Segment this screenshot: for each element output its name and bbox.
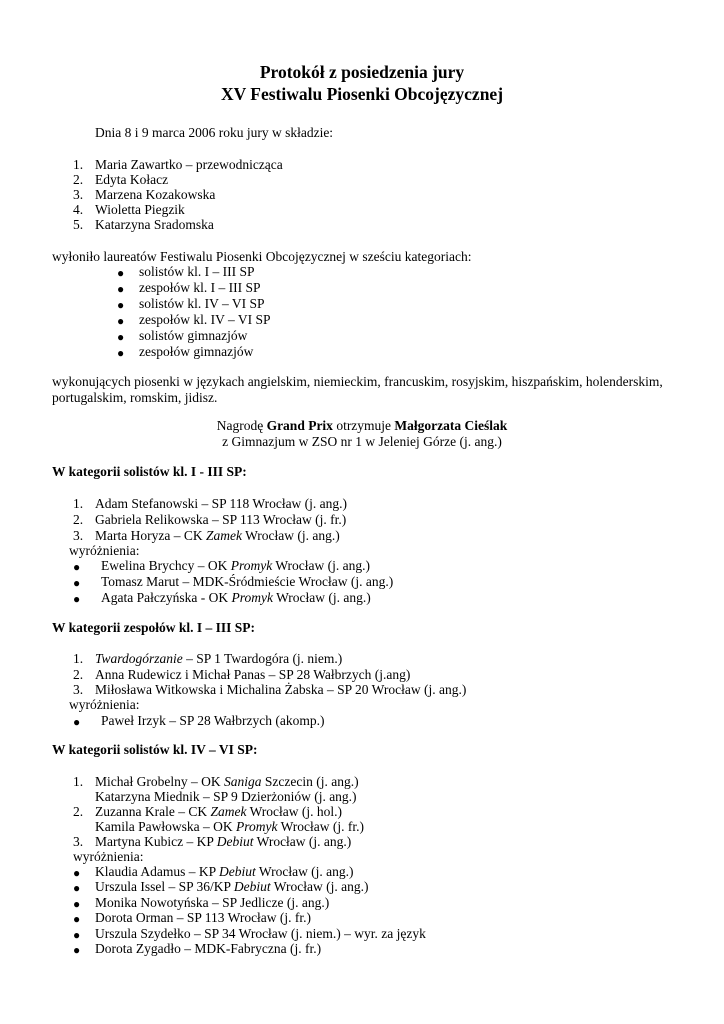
category-item: solistów gimnazjów (139, 328, 248, 343)
jury-member: Edyta Kołacz (95, 172, 169, 187)
distinction-entry (101, 558, 370, 574)
place-num: 2. (73, 667, 84, 682)
category-item: solistów kl. I – III SP (139, 264, 255, 279)
jury-num: 4. (73, 202, 84, 217)
entry-venue: Debiut (233, 879, 271, 894)
place-num: 2. (73, 512, 84, 527)
distinction-entry: Dorota Orman – SP 113 Wrocław (j. fr.) (95, 910, 312, 925)
bullet-icon: ● (73, 715, 81, 729)
distinction-entry (95, 864, 354, 880)
bullet-icon: ● (73, 943, 81, 957)
bullet-icon: ● (117, 330, 125, 344)
languages-line-2: portugalskim, romskim, jidisz. (52, 390, 218, 405)
title-line-1: Protokół z posiedzenia jury (259, 62, 465, 82)
entry-text: Wrocław (j. ang.) (270, 879, 369, 894)
grand-prix-line (0, 418, 724, 434)
jury-num: 5. (73, 217, 84, 232)
entry-text: Wrocław (j. fr.) (277, 819, 365, 834)
place-entry: Gabriela Relikowska – SP 113 Wrocław (j. fr.) (95, 512, 347, 527)
place-num: 3. (73, 834, 84, 849)
entry-text: – SP 1 Twardogóra (j. niem.) (182, 651, 343, 666)
bullet-icon: ● (117, 314, 125, 328)
place-entry: Adam Stefanowski – SP 118 Wrocław (j. ang.) (95, 496, 348, 511)
bullet-icon: ● (73, 928, 81, 942)
entry-text: Wrocław (j. ang.) (255, 864, 354, 879)
entry-text: Zuzanna Krale – CK (95, 804, 211, 819)
entry-text: Wrocław (j. ang.) (241, 528, 340, 543)
entry-venue: Zamek (210, 804, 247, 819)
bullet-icon: ● (73, 897, 81, 911)
entry-text: Klaudia Adamus – KP (95, 864, 219, 879)
distinction-entry: Paweł Irzyk – SP 28 Wałbrzych (akomp.) (101, 713, 325, 728)
entry-band: Twardogórzanie (95, 651, 183, 666)
category-2-heading-text: W kategorii zespołów kl. I – III SP: (52, 620, 256, 635)
jury-member: Marzena Kozakowska (95, 187, 216, 202)
bullet-icon: ● (73, 560, 81, 574)
bullet-icon: ● (117, 266, 125, 280)
place-num: 3. (73, 682, 84, 697)
grand-prix-pre: Nagrodę (216, 418, 267, 433)
grand-prix-school: z Gimnazjum w ZSO nr 1 w Jeleniej Górze (j. ang.) (222, 434, 502, 449)
distinction-entry (95, 879, 368, 895)
jury-member: Wioletta Piegzik (95, 202, 185, 217)
category-2-heading (52, 620, 255, 636)
distinction-entry: Tomasz Marut – MDK-Śródmieście Wrocław (j. ang.) (101, 574, 394, 589)
place-entry: Anna Rudewicz i Michał Panas – SP 28 Wałbrzych (j.ang) (95, 667, 411, 682)
bullet-icon: ● (73, 912, 81, 926)
entry-text: Marta Horyza – CK (95, 528, 206, 543)
jury-num: 3. (73, 187, 84, 202)
distinction-entry: Monika Nowotyńska – SP Jedlicze (j. ang.) (95, 895, 330, 910)
category-1-heading-text: W kategorii solistów kl. I - III SP: (52, 464, 247, 479)
laureates-intro: wyłoniło laureatów Festiwalu Piosenki Obcojęzycznej w sześciu kategoriach: (52, 249, 472, 264)
entry-venue: Promyk (230, 558, 273, 573)
place-entry (95, 774, 359, 790)
distinction-entry (101, 590, 371, 606)
distinction-entry: Dorota Zygadło – MDK-Fabryczna (j. fr.) (95, 941, 322, 956)
grand-prix-mid: otrzymuje (332, 418, 395, 433)
category-3-heading-text: W kategorii solistów kl. IV – VI SP: (52, 742, 258, 757)
entry-text: Kamila Pawłowska – OK (95, 819, 236, 834)
distinctions-label: wyróżnienia: (73, 849, 144, 864)
bullet-icon: ● (117, 298, 125, 312)
place-entry: Miłosława Witkowska i Michalina Żabska – SP 20 Wrocław (j. ang.) (95, 682, 467, 697)
place-num: 1. (73, 651, 84, 666)
entry-text: Szczecin (j. ang.) (261, 774, 359, 789)
place-entry (95, 819, 364, 835)
entry-text: Urszula Issel – SP 36/KP (95, 879, 234, 894)
jury-member: Katarzyna Sradomska (95, 217, 214, 232)
jury-num: 2. (73, 172, 84, 187)
entry-text: Michał Grobelny – OK (95, 774, 224, 789)
distinctions-label: wyróżnienia: (69, 543, 140, 558)
bullet-icon: ● (117, 282, 125, 296)
place-entry (95, 651, 342, 667)
bullet-icon: ● (117, 346, 125, 360)
jury-num: 1. (73, 157, 84, 172)
title-line-2: XV Festiwalu Piosenki Obcojęzycznej (220, 84, 504, 104)
entry-text: Martyna Kubicz – KP (95, 834, 217, 849)
distinctions-label: wyróżnienia: (69, 697, 140, 712)
entry-text: Wrocław (j. hol.) (246, 804, 343, 819)
bullet-icon: ● (73, 592, 81, 606)
category-item: zespołów kl. I – III SP (139, 280, 261, 295)
category-3-heading (52, 742, 258, 758)
intro-text: Dnia 8 i 9 marca 2006 roku jury w składzie: (95, 125, 334, 140)
languages-line-1: wykonujących piosenki w językach angielskim, niemieckim, francuskim, rosyjskim, hiszpańskim, holenderskim, (52, 374, 663, 389)
entry-text: Wrocław (j. ang.) (253, 834, 352, 849)
place-entry (95, 528, 340, 544)
place-entry (95, 834, 351, 850)
entry-venue: Promyk (235, 819, 278, 834)
category-item: zespołów gimnazjów (139, 344, 254, 359)
category-1-heading (52, 464, 247, 480)
category-item: zespołów kl. IV – VI SP (139, 312, 271, 327)
place-num: 3. (73, 528, 84, 543)
grand-prix-winner: Małgorzata Cieślak (394, 418, 508, 433)
entry-text: Ewelina Brychcy – OK (101, 558, 231, 573)
entry-venue: Debiut (219, 864, 256, 879)
entry-venue: Saniga (223, 774, 262, 789)
entry-text: Wrocław (j. ang.) (272, 590, 371, 605)
entry-text: Agata Pałczyńska - OK (101, 590, 232, 605)
entry-text: Wrocław (j. ang.) (272, 558, 370, 573)
place-num: 2. (73, 804, 84, 819)
bullet-icon: ● (73, 881, 81, 895)
category-item: solistów kl. IV – VI SP (139, 296, 265, 311)
bullet-icon: ● (73, 866, 81, 880)
place-entry (95, 804, 342, 820)
place-entry: Katarzyna Miednik – SP 9 Dzierżoniów (j. ang.) (95, 789, 357, 804)
jury-member: Maria Zawartko – przewodnicząca (95, 157, 283, 172)
bullet-icon: ● (73, 576, 81, 590)
grand-prix-award: Grand Prix (266, 418, 333, 433)
place-num: 1. (73, 774, 84, 789)
entry-venue: Promyk (231, 590, 273, 605)
entry-venue: Zamek (205, 528, 242, 543)
distinction-entry: Urszula Szydełko – SP 34 Wrocław (j. niem.) – wyr. za język (95, 926, 426, 941)
place-num: 1. (73, 496, 84, 511)
entry-venue: Debiut (216, 834, 254, 849)
